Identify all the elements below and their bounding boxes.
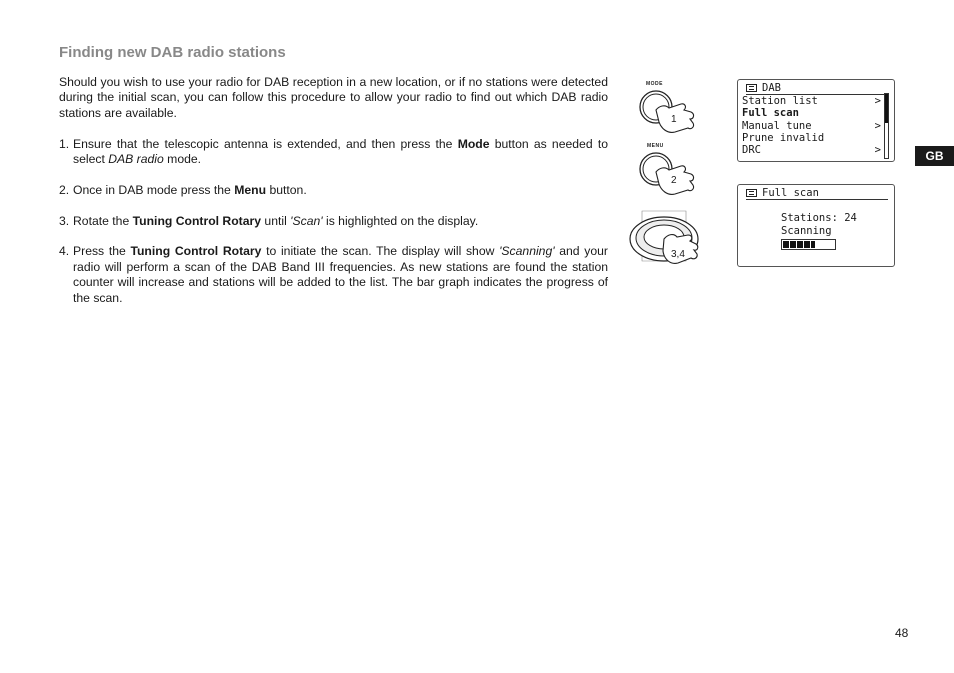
screen-title: [746, 82, 888, 95]
menu-list-icon: [746, 84, 757, 92]
step-text: Press the Tuning Control Rotary to initiate the scan. The display will show 'Scanning' and your radio will perform a scan of the DAB Band III frequencies. As new stations are found the station counter will increase and stations will be added to the list. The bar graph indicates the progress of the scan.: [73, 244, 608, 305]
screen-title-text: DAB: [762, 82, 781, 94]
menu-label: MENU: [647, 143, 664, 149]
menu-item[interactable]: DRC >: [742, 144, 881, 157]
tuning-rotary-hand-icon: [628, 205, 708, 275]
page-number: 48: [895, 626, 909, 640]
step-3: [59, 214, 608, 229]
scan-info: [781, 212, 857, 237]
chevron-right-icon: >: [874, 119, 881, 132]
screen-title: [746, 187, 888, 200]
menu-item[interactable]: Full scan: [742, 107, 799, 120]
step-number: 3.: [59, 213, 70, 228]
callout-3-4: 3,4: [671, 249, 685, 260]
mode-label: MODE: [646, 81, 663, 87]
callout-2: 2: [671, 175, 677, 186]
step-1: [59, 137, 608, 168]
menu-list: [742, 95, 882, 156]
menu-item[interactable]: Manual tune >: [742, 119, 881, 132]
scan-status: Scanning: [781, 224, 832, 237]
step-number: 2.: [59, 182, 70, 197]
lcd-screen-dab-menu: [737, 79, 895, 162]
scrollbar[interactable]: [884, 93, 889, 159]
screen-title-text: Full scan: [762, 187, 819, 199]
language-tab: GB: [915, 146, 954, 166]
step-text: Once in DAB mode press the Menu button.: [73, 182, 307, 197]
step-4: [59, 244, 608, 306]
menu-item[interactable]: Prune invalid: [742, 131, 825, 144]
chevron-right-icon: >: [874, 144, 881, 157]
intro-paragraph: Should you wish to use your radio for DAB reception in a new location, or if no stations were detected during the initial scan, you can follow this procedure to allow your radio to find out which DAB radio stations are available.: [59, 75, 608, 120]
chevron-right-icon: >: [874, 95, 881, 107]
step-text: Ensure that the telescopic antenna is extended, and then press the Mode button as needed to select DAB radio mode.: [73, 136, 608, 167]
step-number: 1.: [59, 136, 70, 151]
callout-1: 1: [671, 114, 677, 125]
menu-item[interactable]: Station list >: [742, 95, 881, 107]
menu-list-icon: [746, 189, 757, 197]
menu-button-hand-icon: [635, 148, 705, 200]
scroll-thumb[interactable]: [885, 94, 888, 123]
scan-progress-bar: [781, 239, 836, 250]
step-number: 4.: [59, 244, 70, 259]
step-2: [59, 183, 608, 198]
mode-button-hand-icon: [635, 86, 705, 138]
scan-progress-fill: [783, 241, 815, 248]
station-count: Stations: 24: [781, 212, 857, 224]
step-text: Rotate the Tuning Control Rotary until 'Scan' is highlighted on the display.: [73, 213, 479, 228]
body-text: [59, 75, 608, 306]
page-heading: Finding new DAB radio stations: [59, 44, 286, 61]
lcd-screen-full-scan: [737, 184, 895, 267]
